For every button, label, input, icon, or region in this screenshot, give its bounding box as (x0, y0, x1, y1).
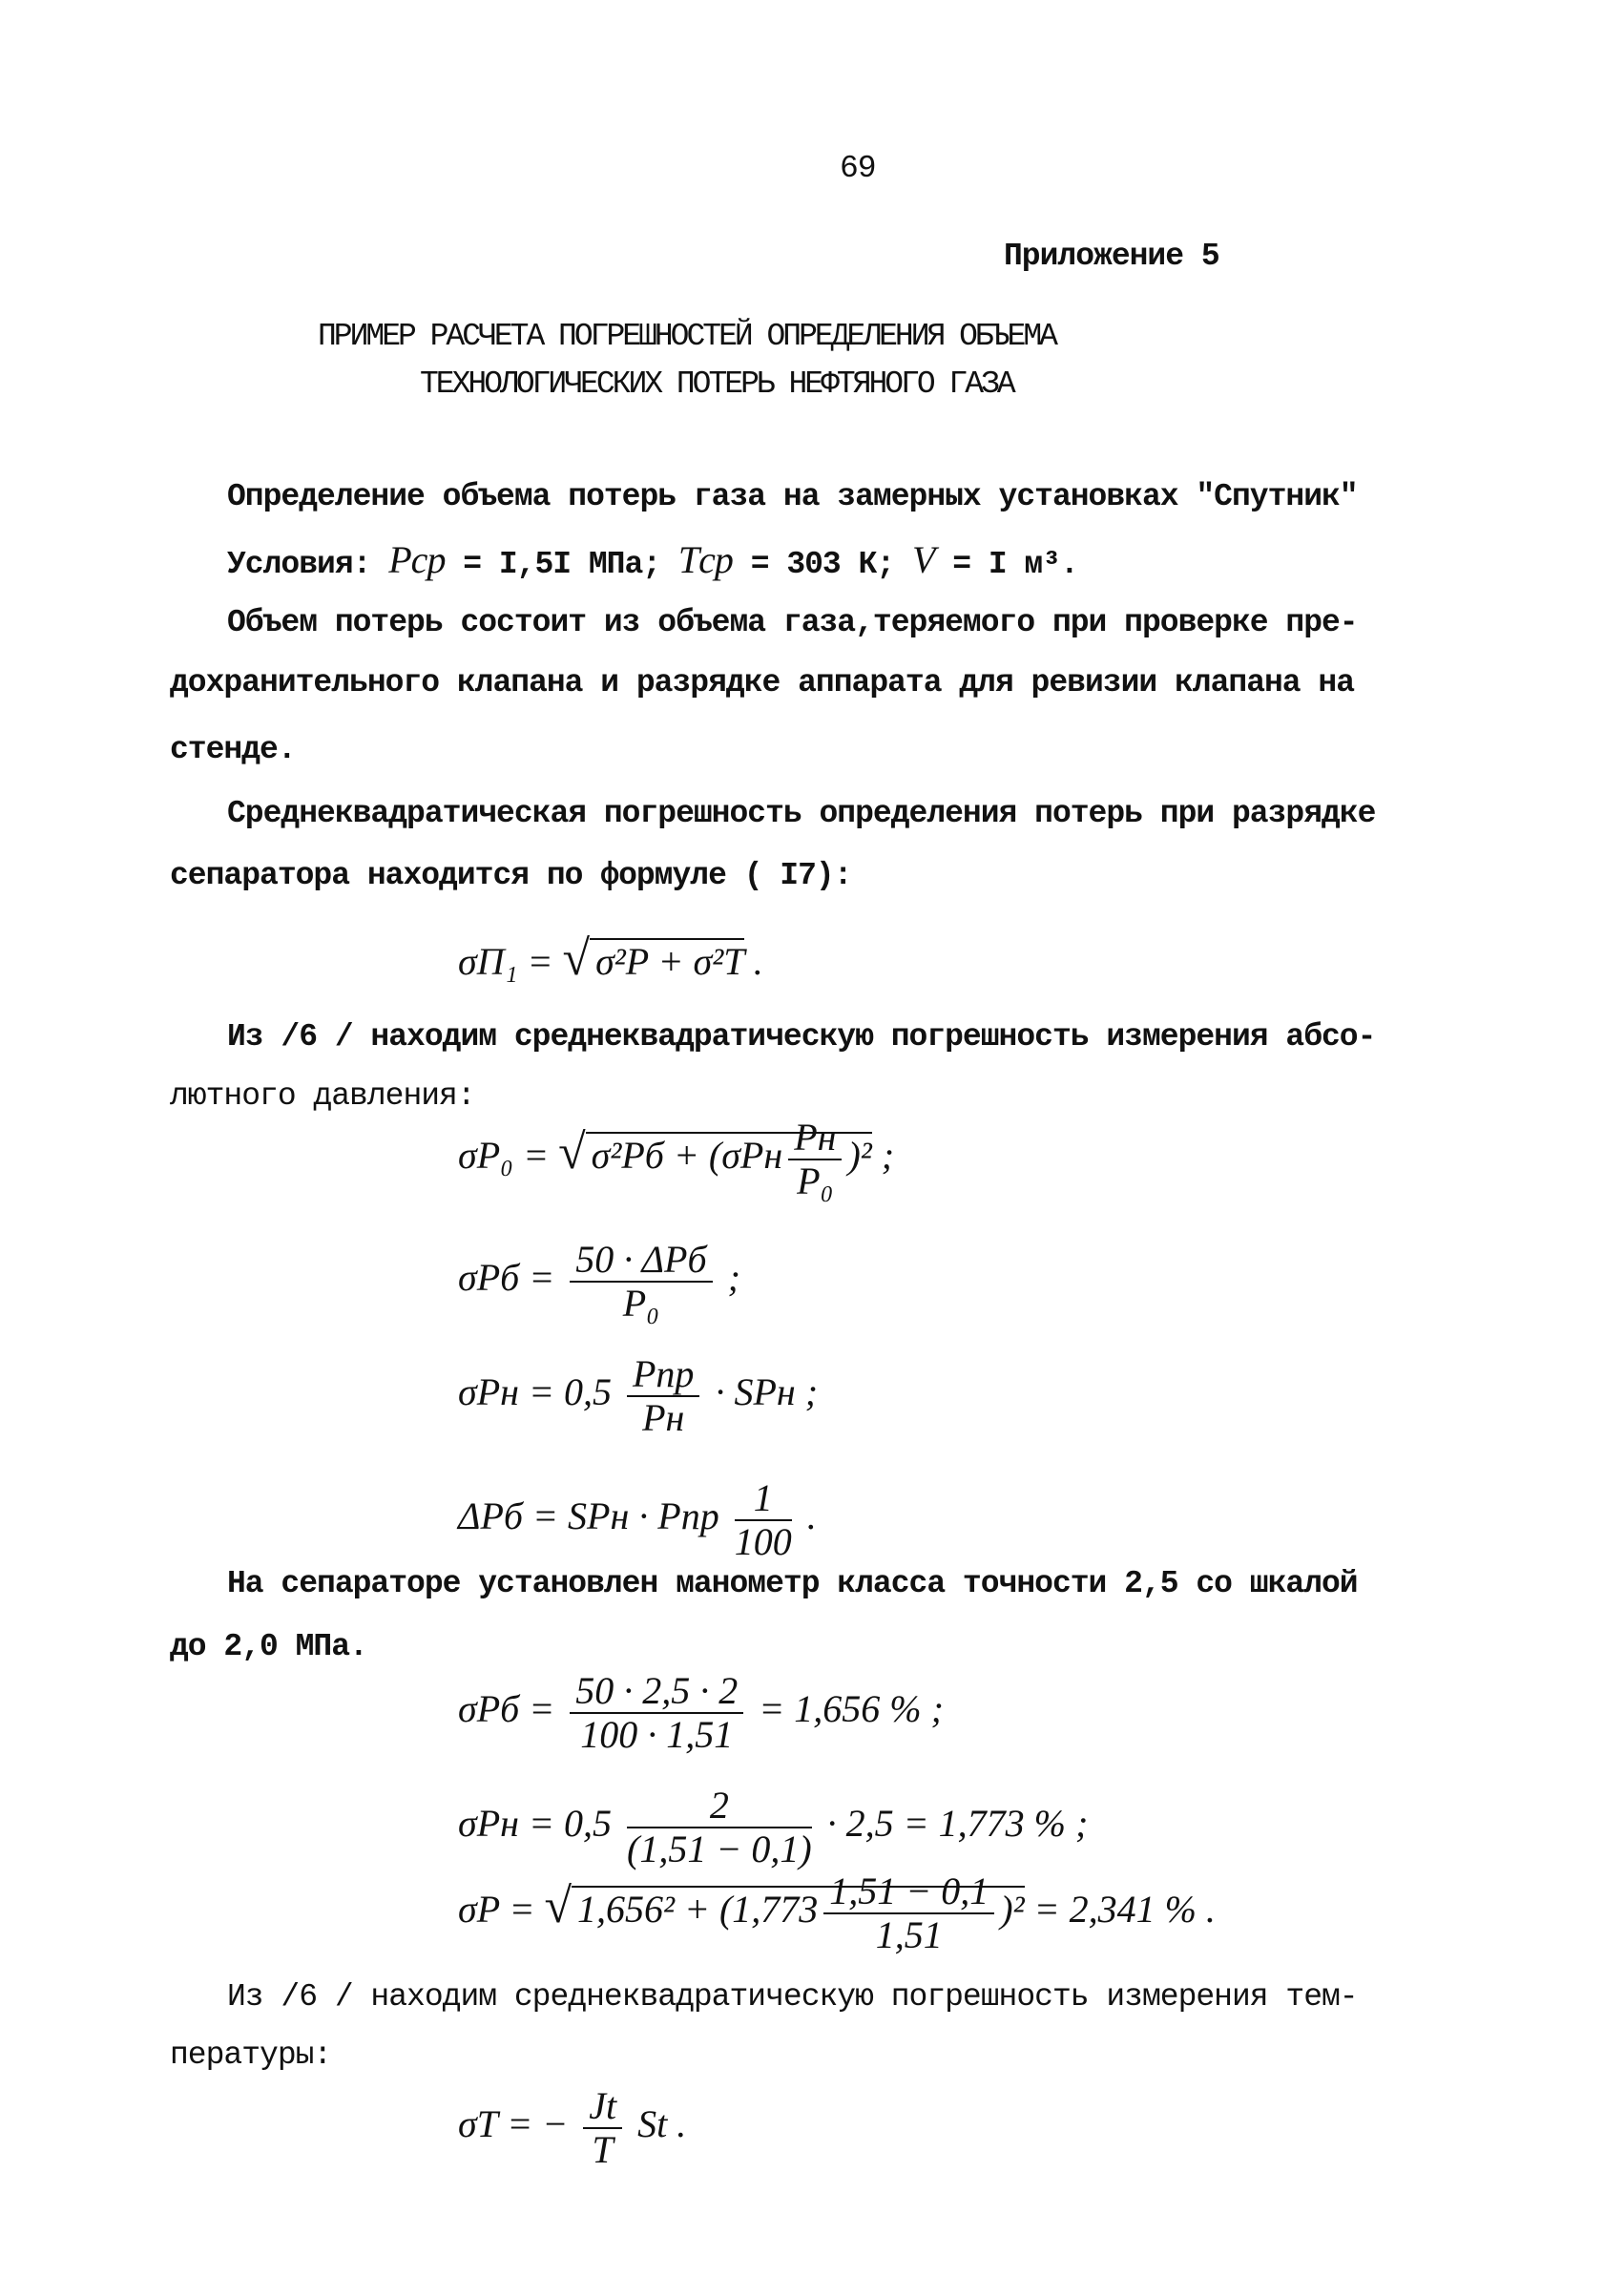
formula-term: σ²Pб + (σPн (591, 1134, 783, 1178)
formula-sigma-p0 (458, 1117, 894, 1202)
formula-sigma-pb (458, 1239, 740, 1325)
formula-result: = 2,341 % . (1033, 1888, 1216, 1932)
sqrt-icon: √ (544, 1879, 572, 1934)
formula-term: )² (1000, 1888, 1025, 1932)
formula-result: · 2,5 = 1,773 % ; (826, 1802, 1089, 1846)
sqrt-icon: √ (558, 1125, 586, 1180)
fraction-numerator: 1,51 − 0,1 (823, 1870, 994, 1914)
p-value: = I,5I МПа; (463, 547, 661, 582)
formula-lhs: σT = − (458, 2102, 569, 2146)
para2-line-1: Среднеквадратическая погрешность определения потерь при разрядке (227, 796, 1376, 831)
fraction-denominator: (1,51 − 0,1) (627, 1828, 812, 1870)
calc-sigma-pb (458, 1670, 944, 1756)
fraction-numerator: Pн (788, 1117, 842, 1160)
conditions (227, 537, 1078, 582)
fraction-denominator: Pн (642, 1396, 685, 1439)
formula-result: = 1,656 % ; (759, 1687, 944, 1731)
formula-sigma-pn (458, 1353, 818, 1439)
para2-line-2: сепаратора находится по формуле ( I7): (170, 858, 852, 893)
formula-end: . (753, 940, 763, 983)
formula-term: )² (847, 1134, 872, 1178)
fraction-numerator: 1 (735, 1477, 792, 1521)
v-value: = I м³. (952, 547, 1078, 582)
formula-end: . (806, 1494, 817, 1538)
para4-line-1: На сепараторе установлен манометр класса точности 2,5 со шкалой (227, 1566, 1358, 1601)
para4-line-2: до 2,0 МПа. (170, 1629, 367, 1664)
fraction-denominator: P₀ (797, 1159, 834, 1202)
fraction-numerator: Pпр (627, 1353, 699, 1397)
formula-sigma-t (458, 2085, 686, 2171)
formula-17 (458, 930, 763, 987)
appendix-label: Приложение 5 (1004, 239, 1219, 274)
formula-lhs: σPб = (458, 1256, 555, 1300)
conditions-label: Условия: (227, 547, 371, 582)
formula-end: ; (804, 1370, 819, 1414)
formula-lhs: σPн = 0,5 (458, 1802, 612, 1846)
para3-line-1: Из /6 / находим среднеквадратическую погрешность измерения абсо- (227, 1019, 1376, 1055)
t-symbol: Tср (677, 538, 733, 581)
para1-line-2: дохранительного клапана и разрядке аппарата для ревизии клапана на (170, 665, 1355, 700)
para5-line-2: пературы: (170, 2037, 332, 2073)
fraction-denominator: T (592, 2128, 614, 2171)
fraction-numerator: Jt (583, 2085, 622, 2129)
para1-line-1: Объем потерь состоит из объема газа,теряемого при проверке пре- (227, 605, 1358, 640)
fraction-numerator: 50 · ΔPб (570, 1239, 712, 1283)
fraction-numerator: 2 (627, 1785, 812, 1828)
page-number: 69 (840, 151, 876, 186)
formula-lhs: σP = (458, 1888, 535, 1932)
fraction-numerator: 50 · 2,5 · 2 (570, 1670, 743, 1714)
formula-radicand: σ²P + σ²T (590, 938, 744, 983)
fraction-denominator: P₀ (622, 1282, 660, 1325)
formula-lhs: σП₁ = (458, 940, 553, 983)
title-line-1: ПРИМЕР РАСЧЕТА ПОГРЕШНОСТЕЙ ОПРЕДЕЛЕНИЯ ОБЪЕМА (318, 319, 1055, 354)
t-value: = 303 К; (750, 547, 895, 582)
fraction-denominator: 100 · 1,51 (580, 1713, 734, 1756)
calc-sigma-pn (458, 1785, 1088, 1870)
fraction-denominator: 100 (734, 1520, 792, 1563)
formula-end: ; (727, 1256, 740, 1300)
formula-term: · SPн (715, 1370, 796, 1414)
formula-lhs: σP₀ = (458, 1134, 550, 1178)
formula-lhs: σPб = (458, 1687, 555, 1731)
formula-lhs: σPн = 0,5 (458, 1370, 612, 1414)
formula-term: 1,656² + (1,773 (576, 1888, 819, 1932)
v-symbol: V (911, 538, 935, 581)
formula-delta-pb (458, 1477, 817, 1563)
intro-text: Определение объема потерь газа на замерных установках "Спутник" (227, 479, 1358, 514)
para5-line-1: Из /6 / находим среднеквадратическую погрешность измерения тем- (227, 1979, 1358, 2015)
formula-term: St (637, 2102, 668, 2146)
formula-lhs: ΔPб = SPн · Pпр (458, 1494, 719, 1538)
p-symbol: Pср (388, 538, 446, 581)
title-line-2: ТЕХНОЛОГИЧЕСКИХ ПОТЕРЬ НЕФТЯНОГО ГАЗА (420, 366, 1013, 402)
para3-line-2: лютного давления: (170, 1078, 475, 1114)
fraction-denominator: 1,51 (875, 1913, 943, 1956)
formula-end: . (677, 2102, 687, 2146)
formula-end: ; (881, 1134, 895, 1178)
para1-line-3: стенде. (170, 732, 296, 767)
calc-sigma-p (458, 1870, 1216, 1956)
sqrt-icon: √ (562, 931, 591, 986)
